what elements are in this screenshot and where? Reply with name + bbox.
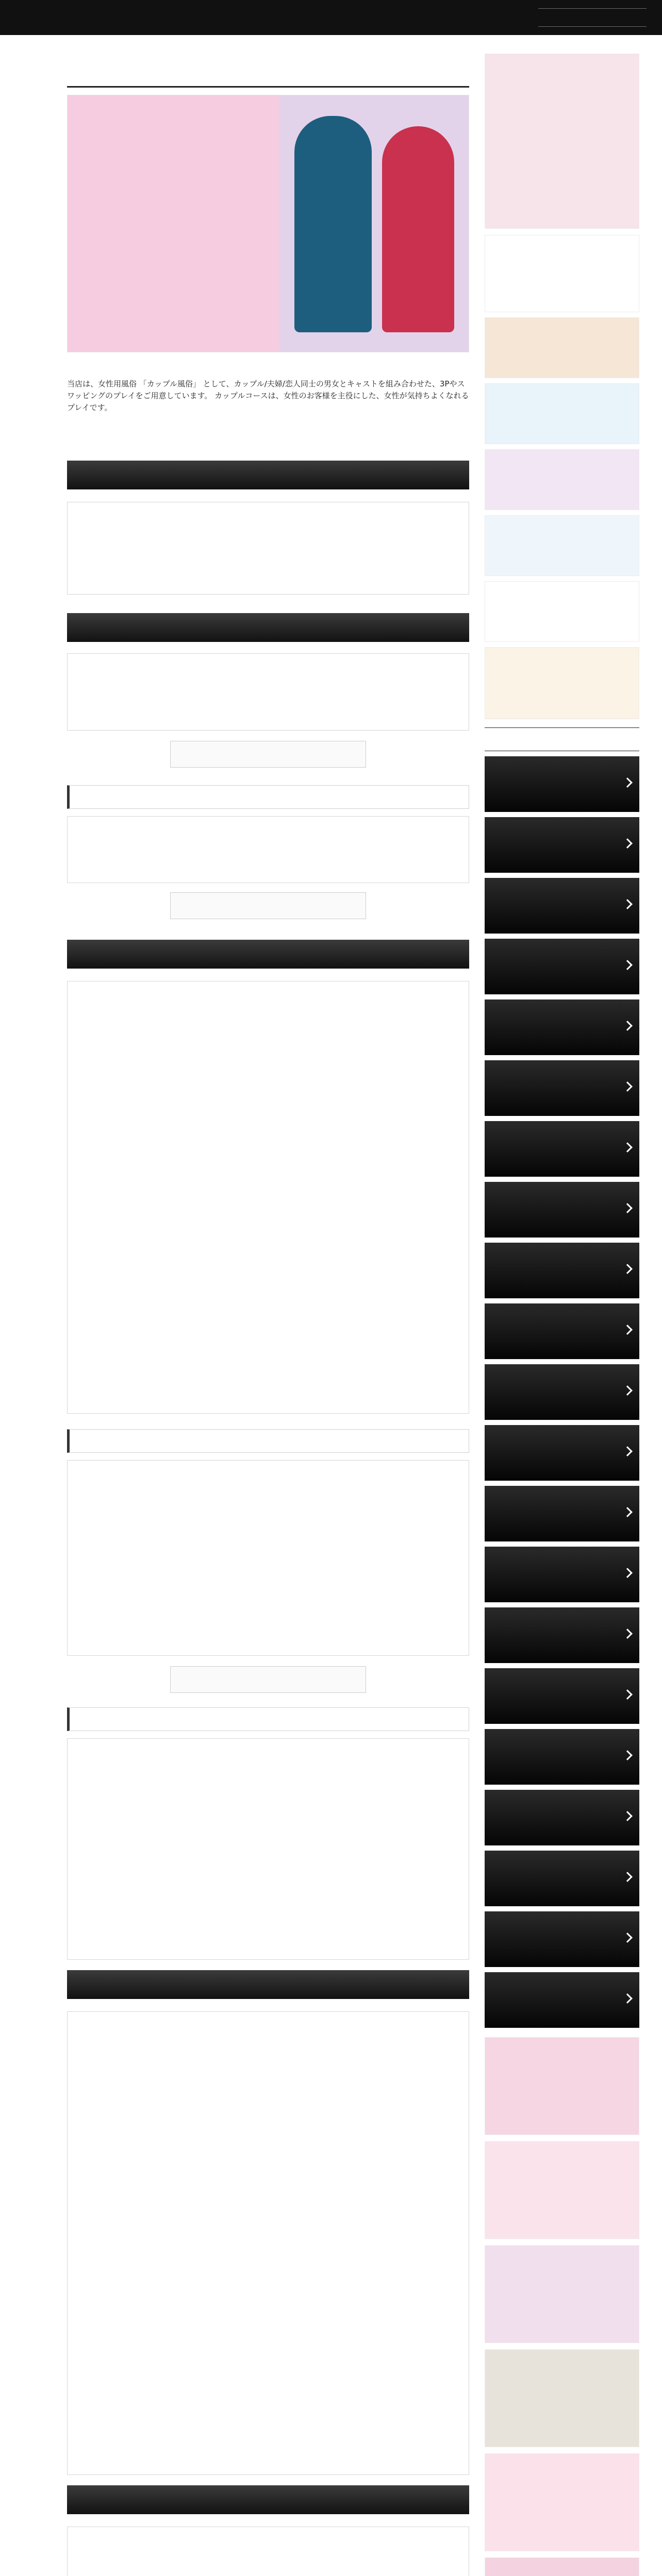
chevron-right-icon (622, 1203, 633, 1213)
chevron-right-icon (622, 899, 633, 909)
sidebar-ad-3[interactable] (485, 2245, 639, 2343)
section-2-box (67, 653, 469, 731)
chevron-right-icon (622, 1629, 633, 1639)
chevron-right-icon (622, 1264, 633, 1274)
menu-item-2[interactable] (485, 817, 639, 873)
breadcrumb (67, 37, 469, 50)
menu-item-1[interactable] (485, 756, 639, 812)
sidebar-feature-text (485, 235, 639, 312)
section-1-box (67, 502, 469, 595)
sidebar-ad-4[interactable] (485, 2349, 639, 2447)
couple-course-2-button[interactable] (170, 741, 366, 768)
chevron-right-icon (622, 1325, 633, 1335)
menu-item-9[interactable] (485, 1243, 639, 1298)
menu-item-16[interactable] (485, 1668, 639, 1724)
section-heading-1 (67, 461, 469, 489)
payment-info-box (67, 1738, 469, 1960)
hero-figure-right (382, 126, 454, 332)
intro-lead: 当店は、女性用風俗 「カップル風俗」 として、カップル/夫婦/恋人同士の男女とキャストを組み合わせた、3Pやスワッピングのプレイをご用意しています。 カップルコースは、女性のお客様を主役にした、女性が気持ちよくなれるプレイです。 (67, 379, 469, 412)
sidebar-ad-1[interactable] (485, 2037, 639, 2135)
chevron-right-icon (622, 1872, 633, 1882)
chevron-right-icon (622, 1993, 633, 2004)
menu-item-3[interactable] (485, 878, 639, 934)
menu-item-17[interactable] (485, 1729, 639, 1785)
chevron-right-icon (622, 777, 633, 788)
section-3-box (67, 816, 469, 883)
menu-item-10[interactable] (485, 1303, 639, 1359)
hero-label-panel (68, 95, 279, 352)
hero-caption (67, 358, 469, 370)
menu-item-13[interactable] (485, 1486, 639, 1541)
notices-box (67, 2011, 469, 2475)
menu-item-8[interactable] (485, 1182, 639, 1238)
welness-button[interactable] (170, 892, 366, 919)
hero-image (67, 95, 469, 352)
section-heading-6 (67, 1707, 469, 1731)
site-logo[interactable] (538, 8, 647, 27)
flow-faq-box (67, 2527, 469, 2576)
section-heading-7 (67, 1970, 469, 1999)
chevron-right-icon (622, 1811, 633, 1821)
hotel-info-box (67, 1460, 469, 1656)
menu-item-21[interactable] (485, 1972, 639, 2028)
menu-item-20[interactable] (485, 1911, 639, 1967)
menu-item-4[interactable] (485, 939, 639, 994)
menu-item-7[interactable] (485, 1121, 639, 1177)
menu-item-19[interactable] (485, 1851, 639, 1906)
hero-figure-left (294, 116, 372, 332)
chevron-right-icon (622, 1689, 633, 1700)
section-heading-8 (67, 2485, 469, 2514)
section-heading-4 (67, 940, 469, 969)
sidebar-banner-5[interactable] (485, 581, 639, 642)
menu-item-12[interactable] (485, 1425, 639, 1481)
menu-item-18[interactable] (485, 1790, 639, 1845)
sidebar-banner-1[interactable] (485, 317, 639, 378)
sidebar (485, 54, 639, 2576)
section-heading-3 (67, 785, 469, 809)
menu-heading (485, 727, 639, 751)
menu-item-15[interactable] (485, 1607, 639, 1663)
sidebar-feature-banner[interactable] (485, 54, 639, 229)
chevron-right-icon (622, 1081, 633, 1092)
main-content (67, 54, 469, 2576)
section-heading-5 (67, 1429, 469, 1453)
hotel-button[interactable] (170, 1666, 366, 1693)
sidebar-ad-2[interactable] (485, 2141, 639, 2239)
chevron-right-icon (622, 1568, 633, 1578)
page-title (67, 54, 469, 88)
sidebar-ad-5[interactable] (485, 2453, 639, 2551)
menu-item-11[interactable] (485, 1364, 639, 1420)
sidebar-ad-6[interactable] (485, 2557, 639, 2576)
sidebar-banner-3[interactable] (485, 449, 639, 510)
sidebar-banner-6[interactable] (485, 647, 639, 719)
section-heading-2 (67, 613, 469, 642)
sidebar-banner-4[interactable] (485, 515, 639, 576)
chevron-right-icon (622, 960, 633, 970)
sidebar-banner-2[interactable] (485, 383, 639, 444)
chevron-right-icon (622, 1507, 633, 1517)
menu-item-14[interactable] (485, 1547, 639, 1602)
menu-item-6[interactable] (485, 1060, 639, 1116)
site-header (0, 0, 662, 35)
chevron-right-icon (622, 1142, 633, 1153)
chevron-right-icon (622, 1933, 633, 1943)
chevron-right-icon (622, 1446, 633, 1456)
chevron-right-icon (622, 1385, 633, 1396)
chevron-right-icon (622, 1021, 633, 1031)
chevron-right-icon (622, 838, 633, 849)
price-table-box (67, 981, 469, 1414)
chevron-right-icon (622, 1750, 633, 1760)
menu-item-5[interactable] (485, 999, 639, 1055)
